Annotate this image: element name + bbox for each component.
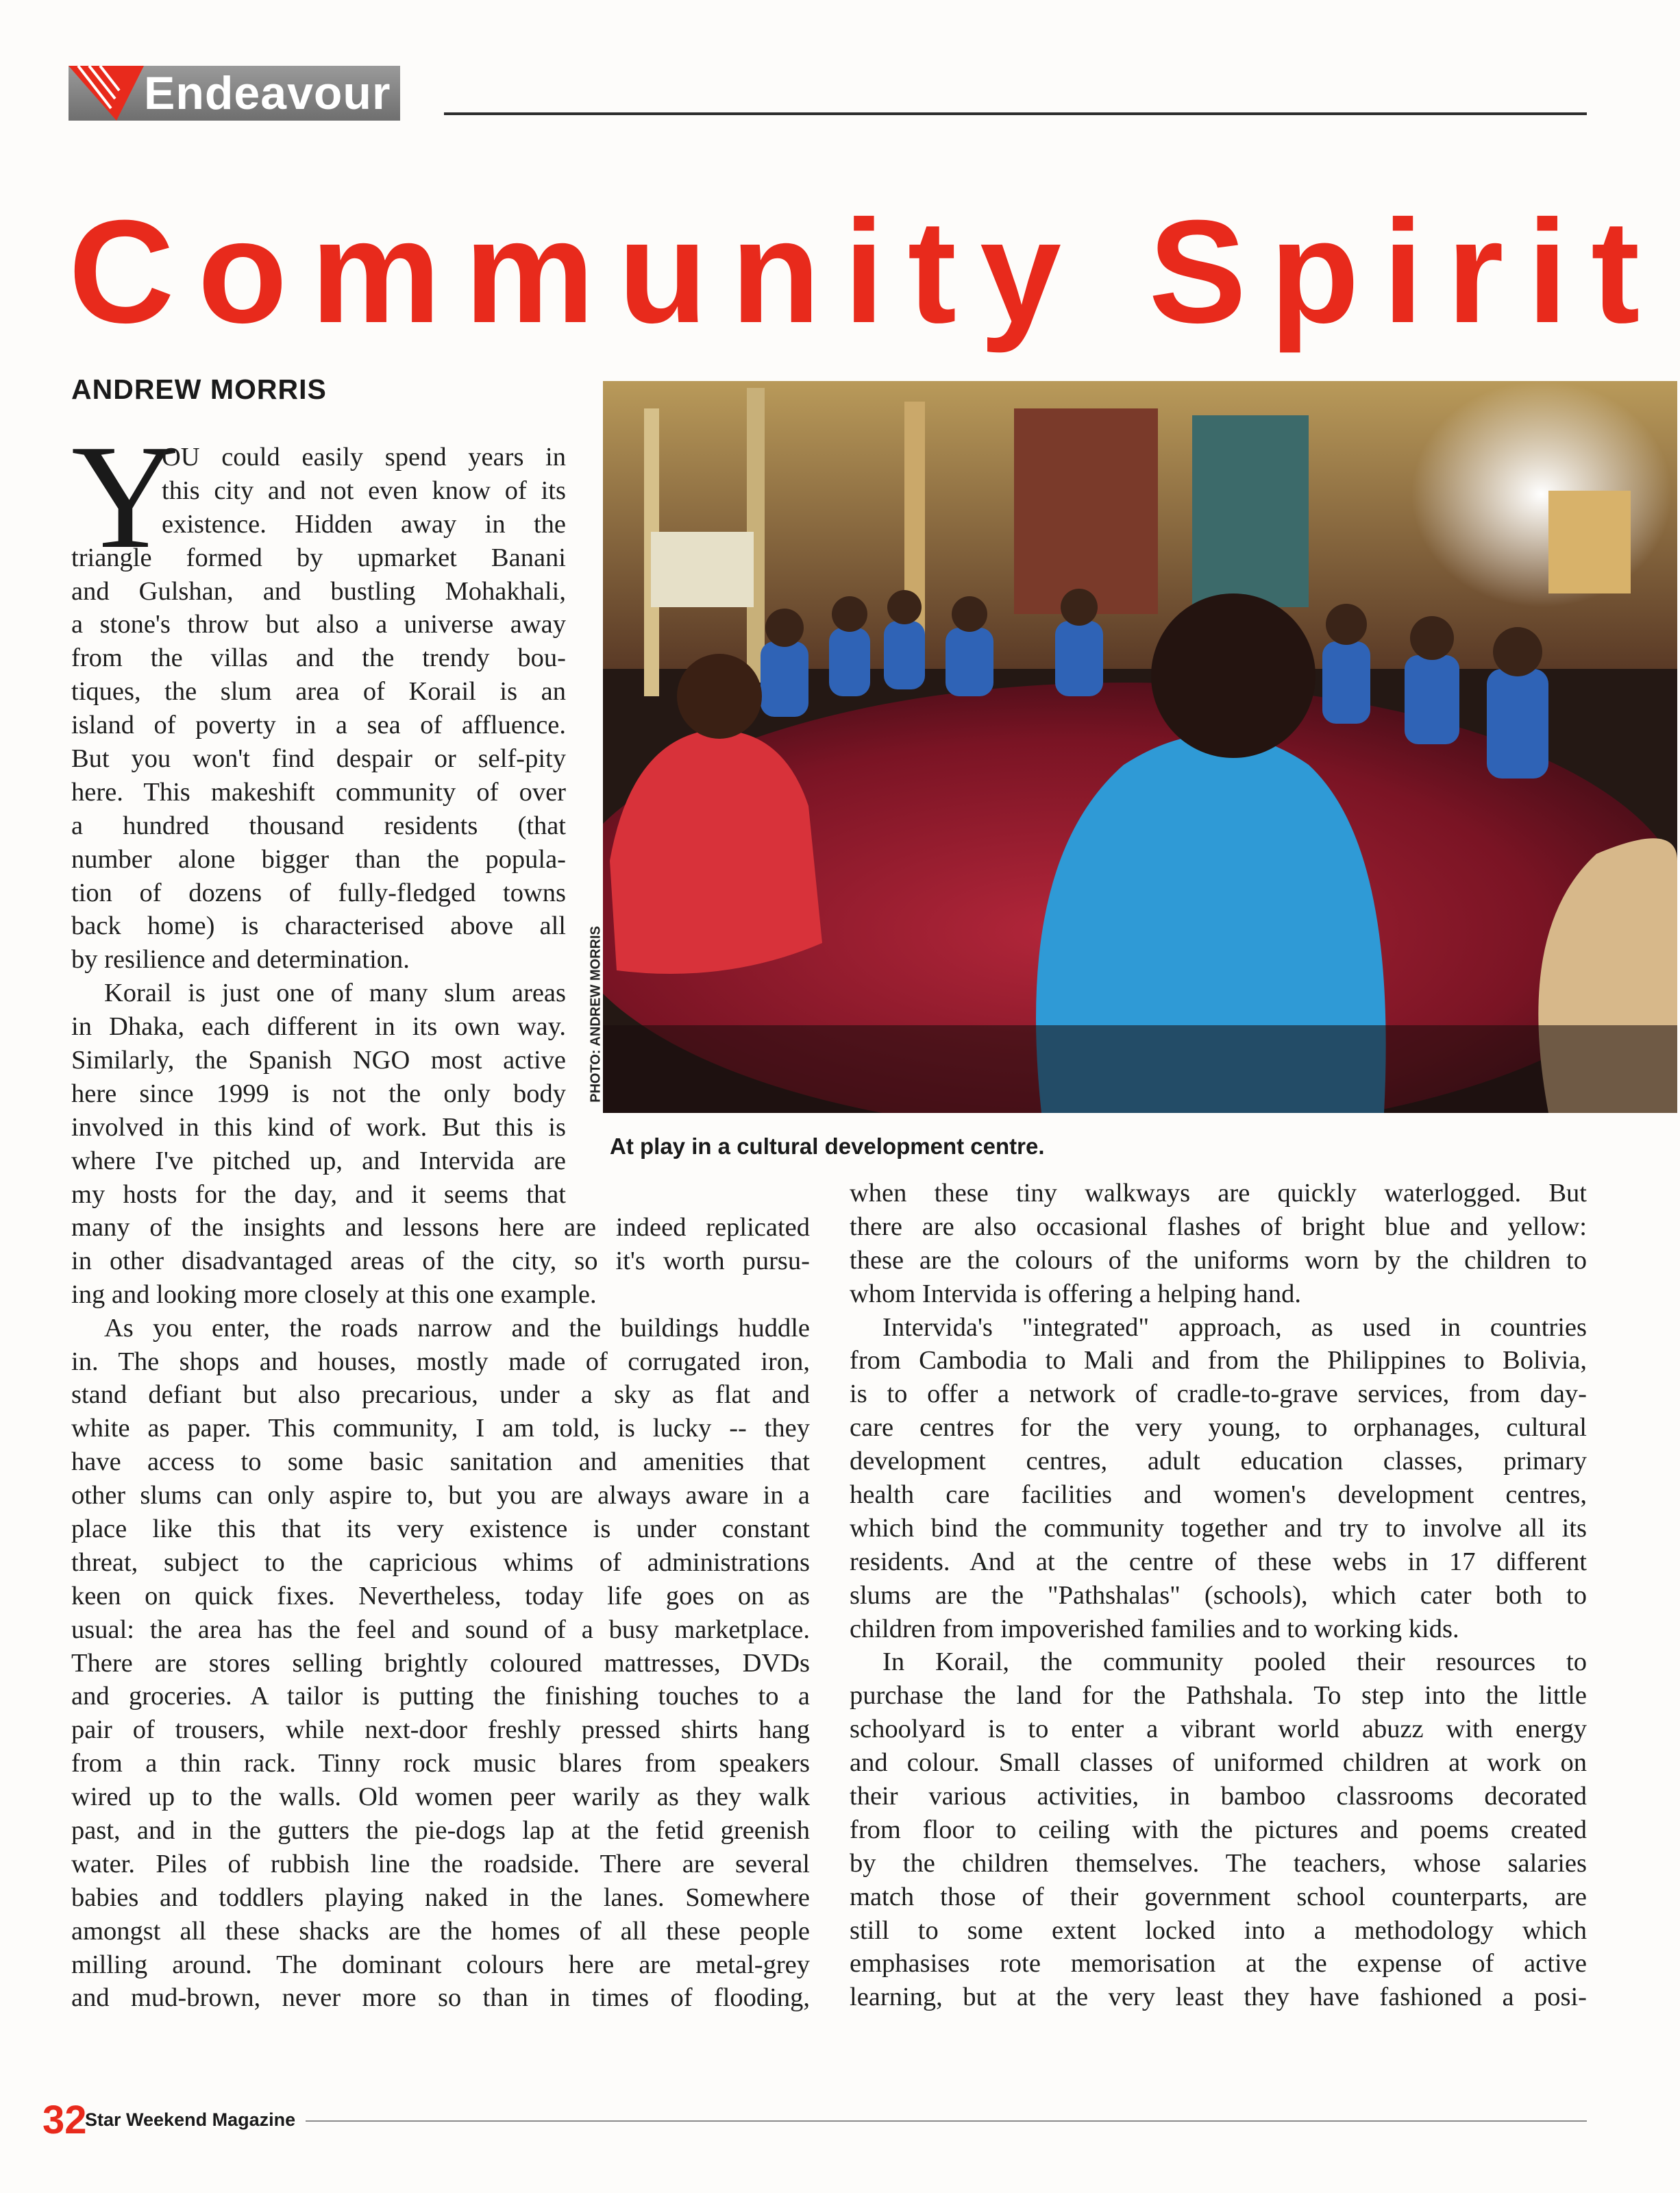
text-line: and Gulshan, and bustling Mohakhali, [71, 576, 566, 606]
text-line: slums are the "Pathshalas" (schools), which cater both to [850, 1580, 1587, 1610]
text-line: island of poverty in a sea of affluence. [71, 711, 566, 740]
drop-cap: Y [71, 415, 180, 580]
text-line: amongst all these shacks are the homes of all these people [71, 1916, 810, 1946]
photo-credit [586, 911, 606, 1117]
text-line: my hosts for the day, and it seems that [71, 1179, 566, 1209]
text-line: white as paper. This community, I am told, is lucky -- they [71, 1414, 810, 1443]
text-line: babies and toddlers playing naked in the lanes. Somewhere [71, 1883, 810, 1912]
text-line: have access to some basic sanitation and amenities that [71, 1447, 810, 1477]
text-line: from the villas and the trendy bou- [71, 644, 566, 673]
text-line: health care facilities and women's development centres, [850, 1480, 1587, 1510]
article-title: Community Spirit [69, 190, 1664, 354]
text-line: tiques, the slum area of Korail is an [71, 677, 566, 707]
text-line: schoolyard is to enter a vibrant world abuzz with energy [850, 1715, 1587, 1744]
page-number: 32 [42, 2098, 87, 2142]
text-line: triangle formed by upmarket Banani [71, 543, 566, 572]
text-line: here. This makeshift community of over [71, 777, 566, 807]
text-line: when these tiny walkways are quickly waterlogged. But [850, 1179, 1587, 1208]
text-line: these are the colours of the uniforms worn by the children to [850, 1245, 1587, 1275]
text-line: back home) is characterised above all [71, 911, 566, 941]
text-line: Similarly, the Spanish NGO most active [71, 1046, 566, 1075]
text-line: stand defiant but also precarious, under a sky as flat and [71, 1380, 810, 1410]
text-line: past, and in the gutters the pie-dogs lap at the fetid greenish [71, 1816, 810, 1846]
text-line: Korail is just one of many slum areas [104, 979, 566, 1008]
text-line: a hundred thousand residents (that [71, 811, 566, 840]
section-flag-icon [69, 66, 144, 121]
text-line: tion of dozens of fully-fledged towns [71, 878, 566, 907]
text-line: from floor to ceiling with the pictures and poems created [850, 1815, 1587, 1844]
text-line: wired up to the walls. Old women peer warily as they walk [71, 1782, 810, 1812]
text-line: emphasises rote memorisation at the expense of active [850, 1949, 1587, 1978]
text-line: water. Piles of rubbish line the roadside. There are several [71, 1849, 810, 1878]
text-line: usual: the area has the feel and sound of a busy marketplace. [71, 1615, 810, 1644]
text-line: their various activities, in bamboo classrooms decorated [850, 1782, 1587, 1811]
text-line: In Korail, the community pooled their resources to [882, 1647, 1587, 1677]
footer-rule [306, 2120, 1587, 2122]
text-line: match those of their government school counterparts, are [850, 1882, 1587, 1911]
text-line: is to offer a network of cradle-to-grave services, from day- [850, 1380, 1587, 1409]
text-line: OU could easily spend years in [162, 443, 566, 471]
text-line: ing and looking more closely at this one example. [71, 1279, 597, 1309]
text-line: keen on quick fixes. Nevertheless, today life goes on as [71, 1581, 810, 1610]
text-line: whom Intervida is offering a helping hand. [850, 1279, 1301, 1308]
text-line: children from impoverished families and to working kids. [850, 1614, 1459, 1643]
text-line: involved in this kind of work. But this is [71, 1112, 566, 1142]
text-line: which bind the community together and try to involve all its [850, 1513, 1587, 1543]
section-label: Endeavour [69, 66, 400, 121]
text-line: There are stores selling brightly coloured mattresses, DVDs [71, 1648, 810, 1678]
text-line: care centres for the very young, to orphanages, cultural [850, 1413, 1587, 1443]
text-line: learning, but at the very least they have fashioned a posi- [850, 1983, 1587, 2012]
text-line: in Dhaka, each different in its own way. [71, 1012, 566, 1042]
text-line: purchase the land for the Pathshala. To step into the little [850, 1681, 1587, 1711]
text-column-right [850, 1177, 1587, 2014]
publication-name: Star Weekend Magazine [85, 2109, 296, 2130]
text-line: other slums can only aspire to, but you are always aware in a [71, 1481, 810, 1510]
text-line: and groceries. A tailor is putting the finishing touches to a [71, 1682, 810, 1711]
text-line: As you enter, the roads narrow and the buildings huddle [104, 1313, 810, 1343]
photo-caption: At play in a cultural development centre. [610, 1134, 1045, 1159]
text-line: from a thin rack. Tinny rock music blares from speakers [71, 1749, 810, 1778]
text-line: by the children themselves. The teachers, whose salaries [850, 1848, 1587, 1878]
classroom-photo [603, 381, 1677, 1113]
text-line: in other disadvantaged areas of the city, so it's worth pursu- [71, 1246, 810, 1275]
photo-credit-text: PHOTO: ANDREW MORRIS [588, 926, 604, 1103]
text-line: number alone bigger than the popula- [71, 844, 566, 874]
text-line: development centres, adult education classes, primary [850, 1447, 1587, 1476]
text-line: threat, subject to the capricious whims of administrations [71, 1547, 810, 1577]
text-line: pair of trousers, while next-door freshly pressed shirts hang [71, 1715, 810, 1745]
text-column-left [71, 415, 566, 1211]
text-column-wide [71, 1211, 810, 2015]
text-line: by resilience and determination. [71, 945, 410, 975]
text-line: many of the insights and lessons here are indeed replicated [71, 1213, 810, 1242]
text-line: residents. And at the centre of these webs in 17 different [850, 1547, 1587, 1576]
text-line: there are also occasional flashes of bright blue and yellow: [850, 1212, 1587, 1241]
text-line: and colour. Small classes of uniformed children at work on [850, 1748, 1587, 1778]
text-line: existence. Hidden away in the [162, 509, 566, 539]
text-line: place like this that its very existence is under constant [71, 1515, 810, 1544]
text-line: But you won't find despair or self-pity [71, 744, 566, 774]
header-rule [444, 112, 1587, 115]
text-line: and mud-brown, never more so than in times of flooding, [71, 1983, 810, 2013]
text-line: a stone's throw but also a universe away [71, 610, 566, 639]
text-line: in. The shops and houses, mostly made of corrugated iron, [71, 1347, 810, 1376]
text-line: this city and not even know of its [162, 476, 566, 505]
text-line: here since 1999 is not the only body [71, 1079, 566, 1108]
text-line: milling around. The dominant colours here are metal-grey [71, 1950, 810, 1979]
text-line: from Cambodia to Mali and from the Philippines to Bolivia, [850, 1346, 1587, 1375]
text-line: still to some extent locked into a methodology which [850, 1915, 1587, 1945]
text-line: where I've pitched up, and Intervida are [71, 1146, 566, 1175]
text-line: Intervida's "integrated" approach, as used in countries [882, 1312, 1587, 1342]
byline: ANDREW MORRIS [71, 373, 327, 405]
